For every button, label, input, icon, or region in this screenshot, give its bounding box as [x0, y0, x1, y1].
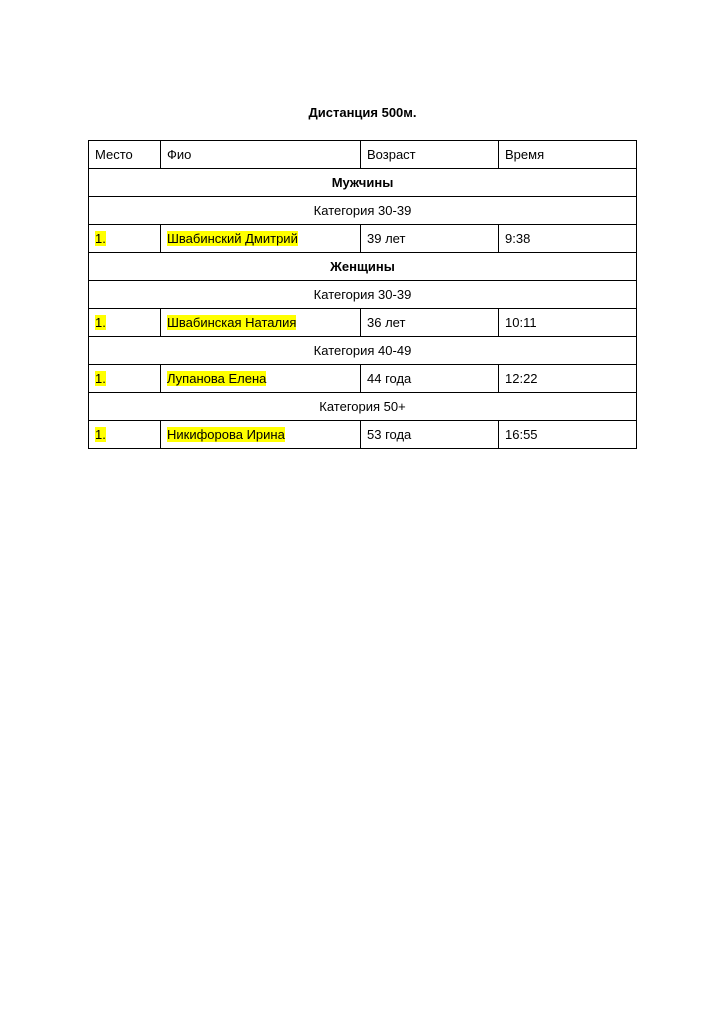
place-cell — [89, 225, 161, 253]
table-row — [89, 309, 637, 337]
group-row-women — [89, 253, 637, 281]
header-place: Место — [89, 141, 161, 169]
place-cell — [89, 309, 161, 337]
category-women-40-49: Категория 40-49 — [89, 337, 637, 365]
place-cell — [89, 365, 161, 393]
header-age: Возраст — [361, 141, 499, 169]
name-cell — [161, 309, 361, 337]
category-row — [89, 393, 637, 421]
header-time: Время — [499, 141, 637, 169]
name-value: Никифорова Ирина — [167, 427, 285, 442]
category-row — [89, 197, 637, 225]
age-cell: 36 лет — [361, 309, 499, 337]
group-row-men — [89, 169, 637, 197]
category-row — [89, 281, 637, 309]
age-cell: 39 лет — [361, 225, 499, 253]
category-women-30-39: Категория 30-39 — [89, 281, 637, 309]
table-header-row — [89, 141, 637, 169]
name-value: Швабинский Дмитрий — [167, 231, 298, 246]
place-value: 1. — [95, 315, 106, 330]
category-women-50: Категория 50+ — [89, 393, 637, 421]
header-name: Фио — [161, 141, 361, 169]
results-table — [88, 140, 637, 449]
age-cell: 44 года — [361, 365, 499, 393]
time-cell: 16:55 — [499, 421, 637, 449]
name-cell — [161, 421, 361, 449]
document-title: Дистанция 500м. — [308, 105, 417, 120]
table-row — [89, 225, 637, 253]
table-row — [89, 421, 637, 449]
time-cell: 12:22 — [499, 365, 637, 393]
time-cell: 10:11 — [499, 309, 637, 337]
category-men-30-39: Категория 30-39 — [89, 197, 637, 225]
group-women-label: Женщины — [89, 253, 637, 281]
age-cell: 53 года — [361, 421, 499, 449]
table-row — [89, 365, 637, 393]
name-value: Швабинская Наталия — [167, 315, 297, 330]
category-row — [89, 337, 637, 365]
group-men-label: Мужчины — [89, 169, 637, 197]
place-value: 1. — [95, 371, 106, 386]
name-cell — [161, 225, 361, 253]
time-cell: 9:38 — [499, 225, 637, 253]
place-cell — [89, 421, 161, 449]
name-cell — [161, 365, 361, 393]
place-value: 1. — [95, 231, 106, 246]
name-value: Лупанова Елена — [167, 371, 267, 386]
place-value: 1. — [95, 427, 106, 442]
